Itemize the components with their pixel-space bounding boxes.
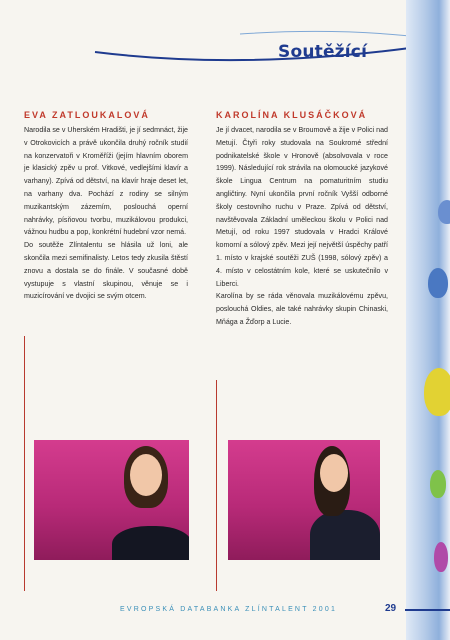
contestant-photo-left [34, 440, 189, 560]
contestant-name-left: EVA ZATLOUKALOVÁ [24, 110, 150, 120]
column-rule-right [216, 380, 217, 591]
article-right [216, 124, 388, 329]
footer-publication: EVROPSKÁ DATABANKA ZLÍNTALENT 2001 [120, 606, 338, 613]
article-paragraph: Je jí dvacet, narodila se v Broumově a žije v Polici nad Metují. Čtyři roky studovala na Soukromé střední podnikatelské škole v Hronově (absolvovala v roce 1999). Následující rok strávila na olomoucké jazykové škole Lingua Centrum na pomaturitním studiu angličtiny. Nyní ukončila první ročník Vyšší odborné školy cestovního ruchu v Praze. Zpívá od dětství, navštěvovala Základní uměleckou školu v Polici nad Metují, od roku 1997 studovala v Hradci Králové komorní a sólový zpěv. Mezi její největší úspěchy patří 1. místo v krajské soutěži ZUŠ (1998, sólový zpěv) a 4. místo v celostátním kole, které se uskutečnilo v Liberci. [216, 126, 388, 288]
decorative-egg [424, 368, 450, 416]
section-title: Soutěžící [278, 42, 368, 62]
decorative-egg [438, 200, 450, 224]
photo-figure-body [310, 510, 380, 560]
contestant-photo-right [228, 440, 380, 560]
column-rule-left [24, 336, 25, 591]
photo-figure-body [112, 526, 189, 560]
decorative-egg [428, 268, 448, 298]
decorative-egg [434, 542, 448, 572]
article-paragraph: Do soutěže Zlíntalentu se hlásila už loni, ale skončila mezi semifinalisty. Letos tedy zkusila štěstí znovu a dostala se do finále. V současné době vystupuje s vlastní skupinou, věnuje se i muzicírování ve dvojici se svým otcem. [24, 241, 188, 301]
article-paragraph: Narodila se v Uherském Hradišti, je jí sedmnáct, žije v Otrokovicích a právě ukončila druhý ročník studií na konzervatoři v Kroměříži (jejím hlavním oborem je klasický zpěv u prof. Vitkové, vedlejšími klavír a varhany). Zpívá od dětství, na klavír hraje deset let, na varhany dva. Pochází z rodiny se silným muzikantským zázemím, poslouchá operní nahrávky, písňovou tvorbu, muzikálovou produkci, vážnou hudbu a pop, konkrétní hudební vzor nemá. [24, 126, 189, 237]
article-paragraph: Karolína by se ráda věnovala muzikálovému zpěvu, poslouchá Oldies, ale také nahrávky skupin Chinaski, Mňága a Žďorp a Lucie. [216, 292, 388, 326]
contestant-name-right: KAROLÍNA KLUSÁČKOVÁ [216, 110, 368, 120]
decorative-egg [430, 470, 446, 498]
photo-figure-face [320, 454, 348, 492]
page-number: 29 [385, 603, 397, 614]
header-swoosh [0, 0, 450, 90]
photo-figure-face [130, 454, 162, 496]
article-left [24, 124, 188, 303]
footer-rule [405, 609, 450, 611]
